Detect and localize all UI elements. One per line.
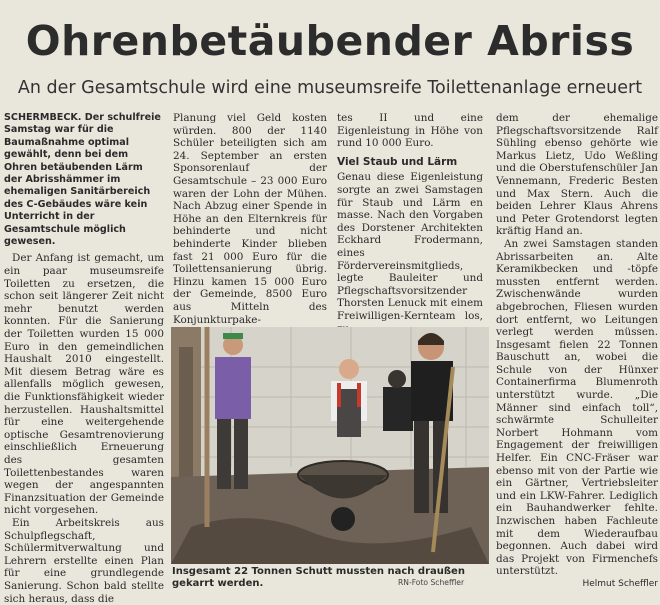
article-column-2 [173,112,327,326]
article-column-4 [496,112,658,591]
body-paragraph: dem der ehemalige Pflegschaftsvorsitzende Ralf Sühling ebenso gehörte wie Markus Lietz, Udo Weßling und die Oberstufenschüler Jan Vennemann, Frederic Besten und Max Stern. Auch die beiden Lehrer Klaus Ahrens und Peter Grotendorst legten kräftig Hand an. [496,112,658,238]
photo-caption: Insgesamt 22 Tonnen Schutt mussten nach draußen gekarrt werden. [172,566,465,589]
body-paragraph: Ein Arbeitskreis aus Schulpflegschaft, Schülermitverwaltung und Lehrern erstellte einen Plan für eine grundlegende Sanierung. Schon bald stellte sich heraus, dass die [4,516,164,605]
section-subheading: Viel Staub und Lärm [337,155,458,168]
photo-credit: RN-Foto Scheffler [398,578,465,587]
lead-paragraph: SCHERMBECK. Der schulfreie Samstag war für die Baumaßnahme optimal gewählt, denn bei dem Ohren betäubenden Lärm der Abrisshämmer im ehemaligen Sanitärbereich des C-Gebäudes wäre kein Unterricht in der Gesamtschule möglich gewesen. [4,112,161,248]
subheadline: An der Gesamtschule wird eine museumsreife Toilettenanlage erneuert [17,78,643,98]
headline: Ohrenbetäubender Abriss [25,17,635,65]
body-paragraph: Genau diese Eigenleistung sorgte an zwei Samstagen für Staub und Lärm en masse. Nach den Vorgaben des Dorstener Architekten Eckhard Frodermann, eines Fördervereinsmitglieds, legte Bauleiter und Pflegschaftsvorsitzender Thorsten Lenuck mit einem Freiwilligen-Kernteam los, [337,171,483,322]
article-photo [171,327,489,564]
body-paragraph: Planung viel Geld kosten würden. 800 der 1140 Schüler beteiligten sich am 24. September an ersten Sponsorenlauf der Gesamtschule – 23 000 Euro waren der Lohn der Mühen. Nach Abzug einer Spende in Höhe an den Elternkreis für behinderte und nicht behinderte Kinder blieben fast 21 000 Euro für die Toilettensanierung übrig. Hinzu kamen 15 000 Euro der Gemeinde, 8500 Euro aus Mitteln des Konjunkturpake- [173,112,327,326]
body-paragraph: An zwei Samstagen standen Abrissarbeiten an. Alte Keramikbecken und -töpfe mussten entfernt werden. Zwischenwände wurden abgebrochen, Fliesen wurden dort entfernt, wo Leitungen verlegt werden müssen. Insgesamt fielen 22 Tonnen Bauschutt an, wobei die Schule von der Hünxer Containerfirma Blumenroth unterstützt wurde. „Die Männer sind einfach toll“, schwärmte Schulleiter Norbert Hohmann vom Engagement der freiwilligen Helfer. Ein CNC-Fräser war ebenso mit von der Partie wie ein Gärtner, Vertriebsleiter und ein LKW-Fahrer. Lediglich ein Bauhandwerker fehlte. Inzwischen haben Fachleute mit dem Wiederaufbau begonnen. Auch dabei wird das Projekt von Firmenchefs unterstützt. [496,237,658,578]
workers-photo-illustration [171,327,489,564]
article-column-1 [4,112,164,605]
author-byline: Helmut Scheffler [582,578,658,589]
body-paragraph: Der Anfang ist gemacht, um ein paar museumsreife Toiletten zu ersetzen, die schon seit längerer Zeit nicht mehr benutzt werden konnten. Für die Sanierung der Toiletten wurden 15 000 Euro in den gemeindlichen Haushalt 2010 eingestellt. Mit diesem Betrag wäre es allenfalls möglich gewesen, die Funktionsfähigkeit wieder herzustellen. Haushaltsmittel für eine weitergehende optische Gesamtrenovierung einschließlich Erneuerung des gesamten Toilettenbestandes waren wegen der angespannten Finanzsituation der Gemeinde nicht vorgesehen. [4,252,164,517]
body-paragraph: tes II und eine Eigenleistung in Höhe von rund 10 000 Euro. [337,112,483,150]
article-column-3 [337,112,483,335]
